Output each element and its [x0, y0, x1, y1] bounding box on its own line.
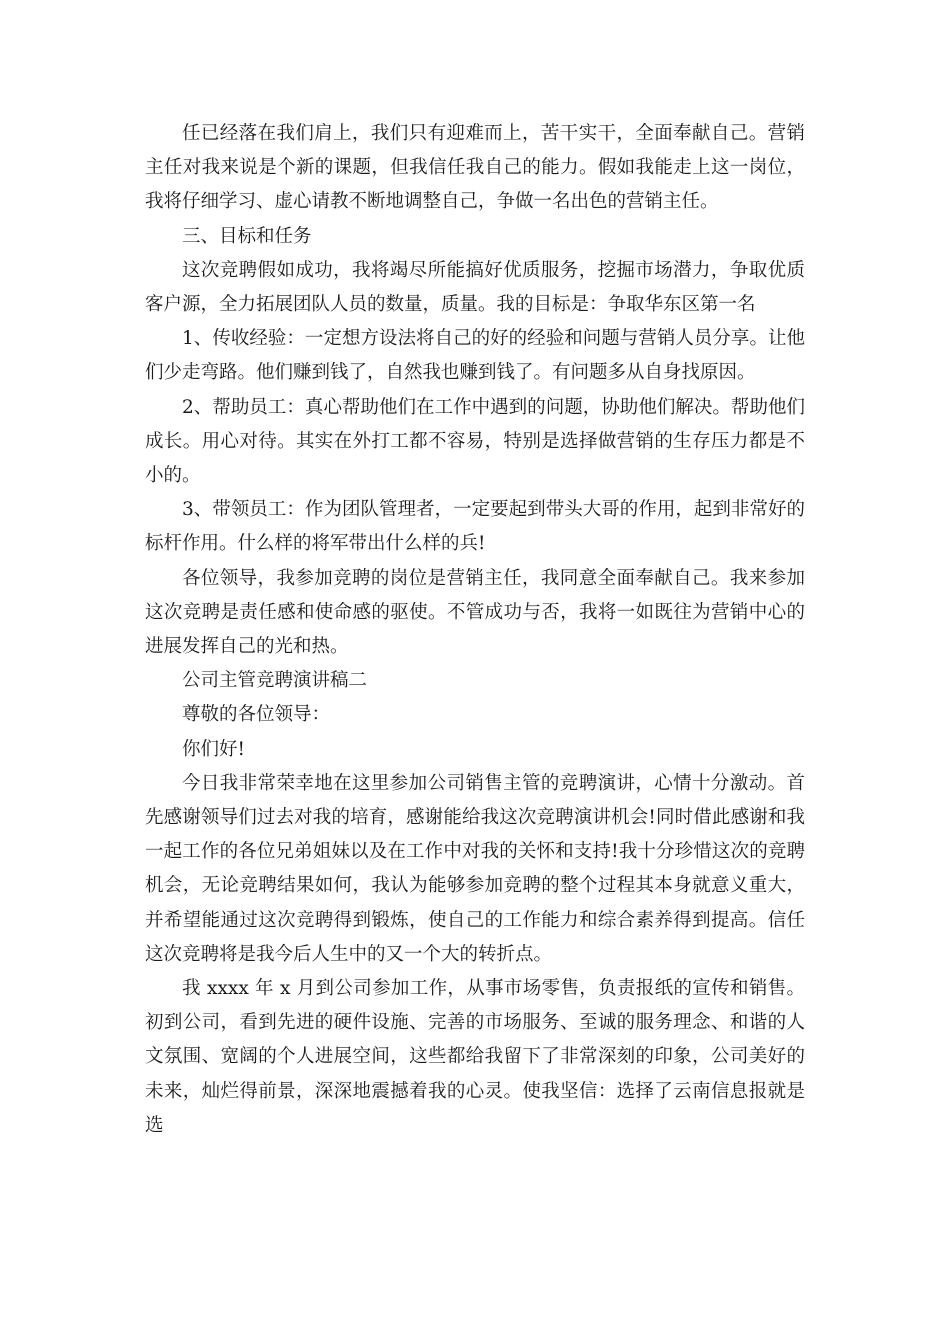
- paragraph-11: 今日我非常荣幸地在这里参加公司销售主管的竞聘演讲，心情十分激动。首先感谢领导们过去对我的培育，感谢能给我这次竞聘演讲机会!同时借此感谢和我一起工作的各位兄弟姐妹以及在工作中对我的关怀和支持!我十分珍惜这次的竞聘机会，无论竞聘结果如何，我认为能够参加竞聘的整个过程其本身就意义重大，并希望能通过这次竞聘得到锻炼，使自己的工作能力和综合素养得到提高。信任这次竞聘将是我今后人生中的又一个大的转折点。: [145, 772, 806, 965]
- speech-title-2: 公司主管竞聘演讲稿二: [182, 670, 368, 692]
- salutation: 尊敬的各位领导：: [182, 704, 331, 726]
- section-heading-goals: 三、目标和任务: [182, 225, 312, 247]
- list-item-3: 3、带领员工：作为团队管理者，一定要起到带头大哥的作用，起到非常好的标杆作用。什么样的将军带出什么样的兵!: [145, 499, 805, 555]
- list-item-1: 1、传收经验：一定想方设法将自己的好的经验和问题与营销人员分享。让他们少走弯路。他们赚到钱了，自然我也赚到钱了。有问题多从自身找原因。: [145, 328, 805, 384]
- paragraph-7: 各位领导，我参加竞聘的岗位是营销主任，我同意全面奉献自己。我来参加这次竞聘是责任感和使命感的驱使。不管成功与否，我将一如既往为营销中心的进展发挥自己的光和热。: [145, 567, 805, 658]
- document-page: [145, 117, 805, 1143]
- list-item-2: 2、帮助员工：真心帮助他们在工作中遇到的问题，协助他们解决。帮助他们成长。用心对待。其实在外打工都不容易，特别是选择做营销的生存压力都是不小的。: [145, 396, 805, 487]
- greeting: 你们好!: [182, 738, 245, 760]
- paragraph-3: 这次竞聘假如成功，我将竭尽所能搞好优质服务，挖掘市场潜力，争取优质客户源，全力拓展团队人员的数量，质量。我的目标是：争取华东区第一名: [145, 259, 805, 316]
- paragraph-12: 我 xxxx 年 x 月到公司参加工作，从事市场零售，负责报纸的宣传和销售。初到公司，看到先进的硬件设施、完善的市场服务、至诚的服务理念、和谐的人文氛围、宽阔的个人进展空间，这些都给我留下了非常深刻的印象，公司美好的未来，灿烂得前景，深深地震撼着我的心灵。使我坚信：选择了云南信息报就是选: [145, 978, 805, 1136]
- paragraph-1: 任已经落在我们肩上，我们只有迎难而上，苦干实干，全面奉献自己。营销主任对我来说是个新的课题，但我信任我自己的能力。假如我能走上这一岗位，我将仔细学习、虚心请教不断地调整自己，争做一名出色的营销主任。: [145, 123, 805, 213]
